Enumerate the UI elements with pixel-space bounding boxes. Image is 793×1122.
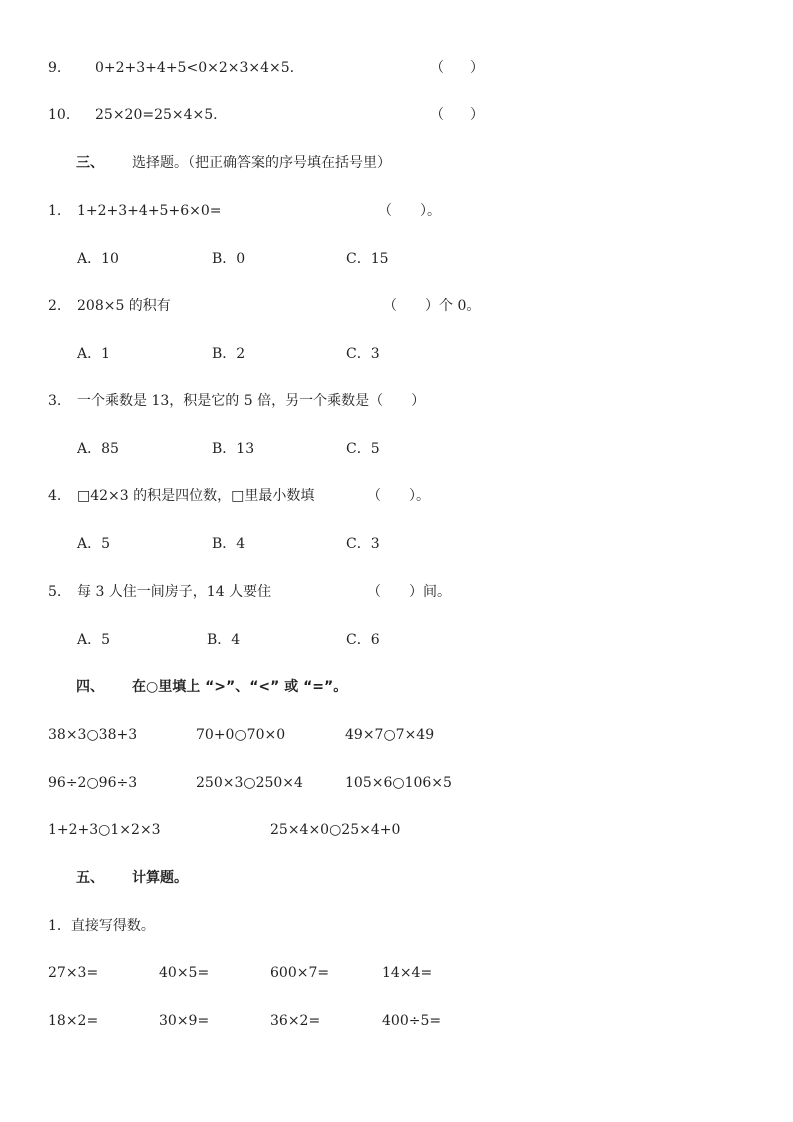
judgement-item-text: 25×20=25×4×5. bbox=[95, 107, 218, 123]
comparison-item: 96÷2○96÷3 bbox=[48, 775, 138, 791]
answer-bracket-open: （ bbox=[430, 107, 444, 123]
question-text: 1+2+3+4+5+6×0= bbox=[77, 203, 222, 219]
calculation-item: 400÷5= bbox=[382, 1013, 442, 1029]
section-number: 五、 bbox=[76, 870, 104, 886]
section-number: 四、 bbox=[76, 679, 104, 695]
section-title: 计算题。 bbox=[132, 870, 188, 886]
section-title: 选择题。（把正确答案的序号填在括号里） bbox=[132, 155, 391, 171]
comparison-item: 250×3○250×4 bbox=[196, 775, 303, 791]
section-number: 三、 bbox=[76, 155, 104, 171]
comparison-item: 38×3○38+3 bbox=[48, 727, 138, 743]
option-c: C．5 bbox=[346, 441, 380, 457]
calculation-item: 27×3= bbox=[48, 965, 99, 981]
question-number: 2. bbox=[48, 298, 62, 314]
answer-blank: （ ）。 bbox=[367, 488, 430, 504]
question-number: 1. bbox=[48, 203, 62, 219]
question-number: 4. bbox=[48, 488, 62, 504]
comparison-item: 105×6○106×5 bbox=[345, 775, 452, 791]
judgement-item-number: 9. bbox=[48, 60, 62, 76]
option-a: A．5 bbox=[77, 536, 111, 552]
judgement-item-text: 0+2+3+4+5<0×2×3×4×5. bbox=[95, 60, 295, 76]
option-a: A．85 bbox=[77, 441, 119, 457]
question-text: 208×5 的积有 bbox=[77, 298, 171, 314]
calculation-item: 14×4= bbox=[382, 965, 433, 981]
option-c: C．3 bbox=[346, 536, 380, 552]
option-a: A．1 bbox=[77, 346, 111, 362]
judgement-item-number: 10. bbox=[48, 107, 71, 123]
calculation-item: 40×5= bbox=[159, 965, 210, 981]
sub-question-title: 1．直接写得数。 bbox=[48, 918, 155, 934]
question-text: □42×3 的积是四位数，□里最小数填 bbox=[77, 488, 315, 504]
option-b: B．4 bbox=[212, 536, 246, 552]
calculation-item: 36×2= bbox=[270, 1013, 321, 1029]
option-c: C．6 bbox=[346, 632, 380, 648]
option-b: B．4 bbox=[207, 632, 241, 648]
option-b: B．13 bbox=[212, 441, 255, 457]
calculation-item: 30×9= bbox=[159, 1013, 210, 1029]
answer-bracket-close: ） bbox=[470, 107, 484, 123]
option-c: C．15 bbox=[346, 251, 389, 267]
answer-blank: （ ）个 0。 bbox=[383, 298, 481, 314]
option-a: A．10 bbox=[77, 251, 119, 267]
comparison-item: 49×7○7×49 bbox=[345, 727, 435, 743]
question-number: 5. bbox=[48, 584, 62, 600]
option-a: A．5 bbox=[77, 632, 111, 648]
calculation-item: 600×7= bbox=[270, 965, 330, 981]
answer-bracket-close: ） bbox=[470, 60, 484, 76]
option-b: B．0 bbox=[212, 251, 246, 267]
calculation-item: 18×2= bbox=[48, 1013, 99, 1029]
option-c: C．3 bbox=[346, 346, 380, 362]
section-title: 在○里填上 “>”、“<” 或 “=”。 bbox=[132, 679, 348, 695]
question-text: 每 3 人住一间房子，14 人要住 bbox=[77, 584, 272, 600]
comparison-item: 70+0○70×0 bbox=[196, 727, 286, 743]
question-number: 3. bbox=[48, 393, 62, 409]
question-text: 一个乘数是 13，积是它的 5 倍，另一个乘数是（ ） bbox=[77, 393, 426, 409]
comparison-item: 1+2+3○1×2×3 bbox=[48, 822, 161, 838]
comparison-item: 25×4×0○25×4+0 bbox=[270, 822, 401, 838]
answer-bracket-open: （ bbox=[430, 60, 444, 76]
answer-blank: （ ）间。 bbox=[367, 584, 451, 600]
option-b: B．2 bbox=[212, 346, 246, 362]
answer-blank: （ ）。 bbox=[378, 203, 441, 219]
